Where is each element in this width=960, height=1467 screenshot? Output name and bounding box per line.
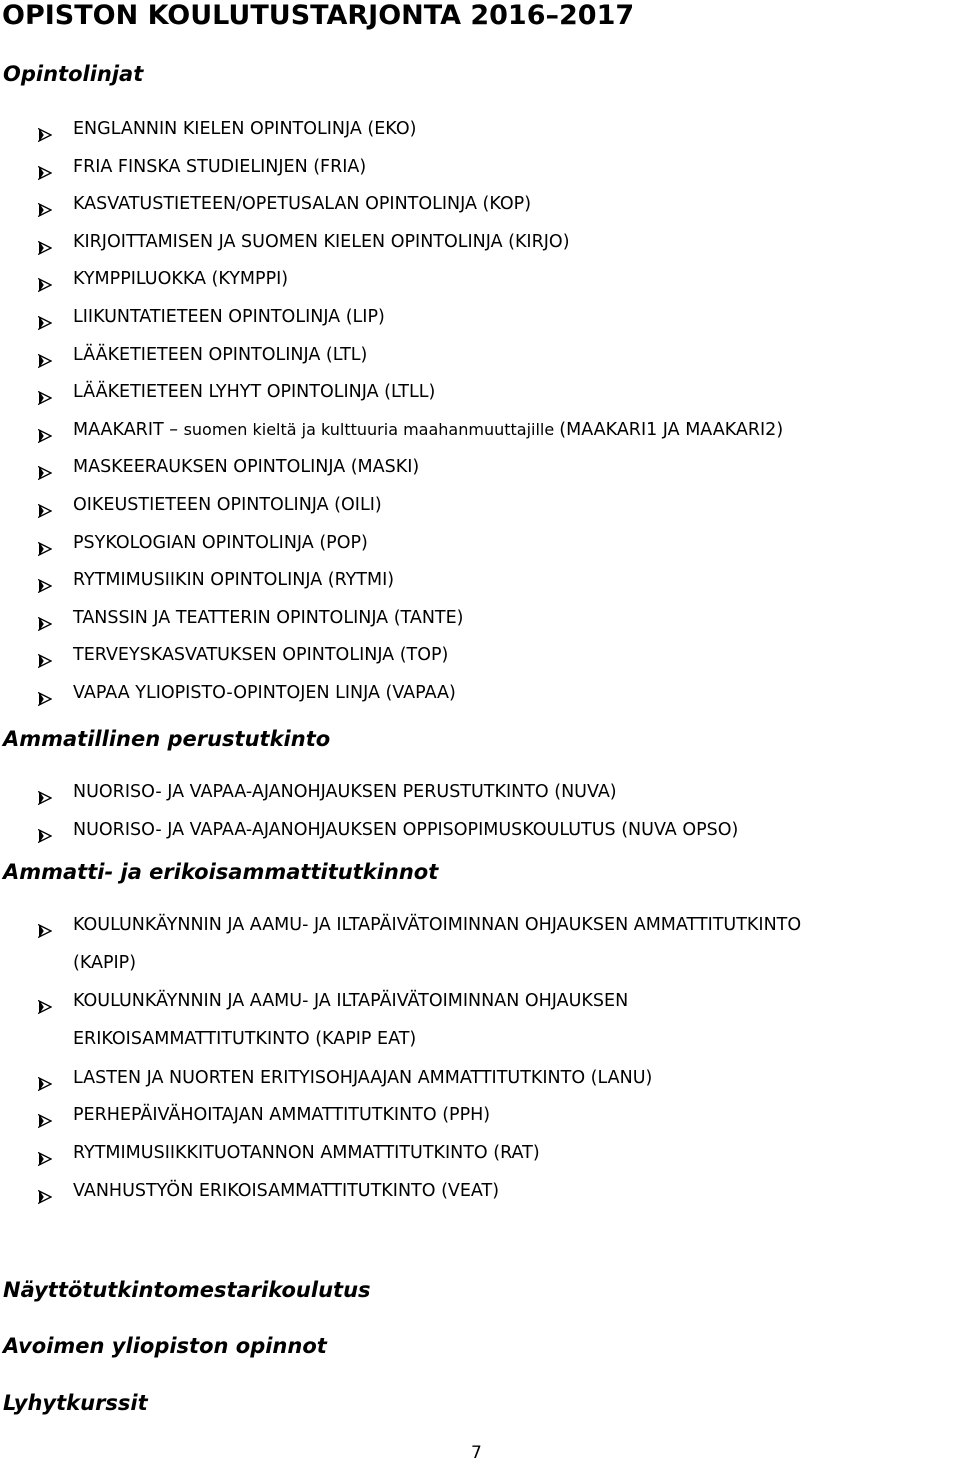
list-item-text: FRIA FINSKA STUDIELINJEN (FRIA) [73,157,367,177]
list-item-text: KASVATUSTIETEEN/OPETUSALAN OPINTOLINJA (KOP) [73,194,532,214]
list-item-text: LASTEN JA NUORTEN ERITYISOHJAAJAN AMMATTITUTKINTO (LANU) [73,1068,653,1088]
arrowhead-bullet-icon [38,498,52,512]
arrowhead-bullet-icon [38,348,52,362]
list-item-text: NUORISO- JA VAPAA-AJANOHJAUKSEN PERUSTUTKINTO (NUVA) [73,782,617,802]
arrowhead-bullet-icon [38,272,52,286]
arrowhead-bullet-icon [38,686,52,700]
list-item-continuation: (KAPIP) [73,953,137,973]
section-opintolinjat: Opintolinjat [3,62,144,86]
list-item-text: TERVEYSKASVATUKSEN OPINTOLINJA (TOP) [73,645,449,665]
arrowhead-bullet-icon [38,310,52,324]
section-ammatti-erikois: Ammatti- ja erikoisammattitutkinnot [3,860,439,884]
section-lyhyt: Lyhytkurssit [3,1391,148,1415]
section-ammatillinen: Ammatillinen perustutkinto [3,727,331,751]
arrowhead-bullet-icon [38,385,52,399]
maakarit-sub: suomen kieltä ja kulttuuria maahanmuuttajille [183,420,560,439]
arrowhead-bullet-icon [38,1071,52,1085]
arrowhead-bullet-icon [38,994,52,1008]
arrowhead-bullet-icon [38,823,52,837]
arrowhead-bullet-icon [38,918,52,932]
arrowhead-bullet-icon [38,122,52,136]
list-item-continuation: ERIKOISAMMATTITUTKINTO (KAPIP EAT) [73,1029,417,1049]
arrowhead-bullet-icon [38,235,52,249]
list-item-text: LIIKUNTATIETEEN OPINTOLINJA (LIP) [73,307,385,327]
arrowhead-bullet-icon [38,460,52,474]
list-item-text: MASKEERAUKSEN OPINTOLINJA (MASKI) [73,457,420,477]
list-item-text: RYTMIMUSIIKIN OPINTOLINJA (RYTMI) [73,570,395,590]
list-item-text: LÄÄKETIETEEN LYHYT OPINTOLINJA (LTLL) [73,382,436,402]
arrowhead-bullet-icon [38,573,52,587]
maakarit-tail: (MAAKARI1 JA MAAKARI2) [559,420,784,440]
page-title: OPISTON KOULUTUSTARJONTA 2016–2017 [2,0,635,31]
list-item-text: NUORISO- JA VAPAA-AJANOHJAUKSEN OPPISOPIMUSKOULUTUS (NUVA OPSO) [73,820,739,840]
page-number: 7 [471,1443,482,1463]
arrowhead-bullet-icon [38,785,52,799]
list-item-text: OIKEUSTIETEEN OPINTOLINJA (OILI) [73,495,382,515]
list-item-text: KIRJOITTAMISEN JA SUOMEN KIELEN OPINTOLINJA (KIRJO) [73,232,570,252]
list-item-text: TANSSIN JA TEATTERIN OPINTOLINJA (TANTE) [73,608,464,628]
list-item-text: ENGLANNIN KIELEN OPINTOLINJA (EKO) [73,119,417,139]
arrowhead-bullet-icon [38,160,52,174]
section-avoin: Avoimen yliopiston opinnot [3,1334,327,1358]
arrowhead-bullet-icon [38,1108,52,1122]
arrowhead-bullet-icon [38,1184,52,1198]
list-item-text: VANHUSTYÖN ERIKOISAMMATTITUTKINTO (VEAT) [73,1181,500,1201]
arrowhead-bullet-icon [38,197,52,211]
list-item-text: RYTMIMUSIIKKITUOTANNON AMMATTITUTKINTO (RAT) [73,1143,540,1163]
arrowhead-bullet-icon [38,611,52,625]
maakarit-lead: MAAKARIT – [73,420,184,440]
list-item-text: PERHEPÄIVÄHOITAJAN AMMATTITUTKINTO (PPH) [73,1105,491,1125]
list-item-text [73,415,783,445]
arrowhead-bullet-icon [38,536,52,550]
arrowhead-bullet-icon [38,423,52,437]
list-item-text: PSYKOLOGIAN OPINTOLINJA (POP) [73,533,368,553]
list-item-text: LÄÄKETIETEEN OPINTOLINJA (LTL) [73,345,368,365]
list-item-text: KOULUNKÄYNNIN JA AAMU- JA ILTAPÄIVÄTOIMINNAN OHJAUKSEN [73,991,629,1011]
list-item-text: KYMPPILUOKKA (KYMPPI) [73,269,289,289]
section-naytto: Näyttötutkintomestarikoulutus [3,1278,371,1302]
arrowhead-bullet-icon [38,648,52,662]
list-item-text: VAPAA YLIOPISTO-OPINTOJEN LINJA (VAPAA) [73,683,456,703]
arrowhead-bullet-icon [38,1146,52,1160]
list-item-text: KOULUNKÄYNNIN JA AAMU- JA ILTAPÄIVÄTOIMINNAN OHJAUKSEN AMMATTITUTKINTO [73,915,802,935]
